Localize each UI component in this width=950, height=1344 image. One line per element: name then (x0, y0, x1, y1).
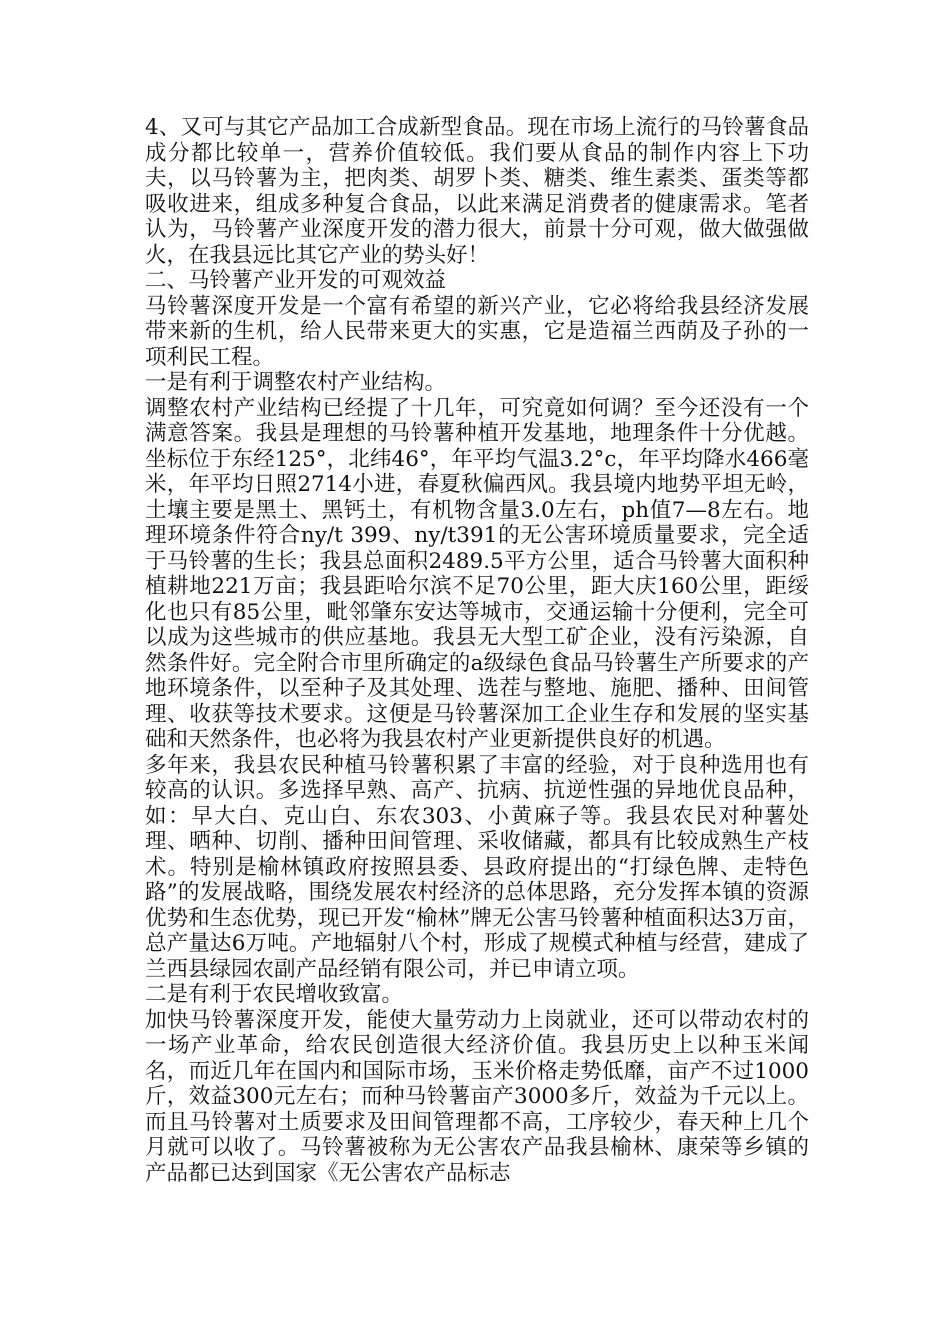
section-heading-benefits: 二、马铃薯产业开发的可观效益 (145, 268, 447, 293)
paragraph-geography: 调整农村产业结构已经提了十几年，可究竟如何调？至今还没有一个满意答案。我县是理想的马铃薯种植开发基地，地理条件十分优越。坐标位于东经125°，北纬46°，年平均气温3.2°c，年平均降水466毫米，年平均日照2714小进，春夏秋偏西风。我县境内地势平坦无岭，土壤主要是黑土、黑钙土，有机物含量3.0左右，ph值7—8左右。地理环境条件符合ny/t 399、ny/t391的无公害环境质量要求，完全适于马铃薯的生长；我县总面积2489.5平方公里，适合马铃薯大面积种植耕地221万亩；我县距哈尔滨不足70公里，距大庆160公里，距绥化也只有85公里，毗邻肇东安达等城市，交通运输十分便利，完全可以成为这些城市的供应基地。我县无大型工矿企业，没有污染源，自然条件好。完全附合市里所确定的a级绿色食品马铃薯生产所要求的产地环境条件，以至种子及其处理、选茬与整地、施肥、播种、田间管理、收获等技术要求。这便是马铃薯深加工企业生存和发展的坚实基础和天然条件，也必将为我县农村产业更新提供良好的机遇。 (145, 395, 809, 752)
subheading-farmer-income: 二是有利于农民增收致富。 (145, 982, 404, 1007)
subheading-industry-structure: 一是有利于调整农村产业结构。 (145, 370, 447, 395)
paragraph-farming-experience: 多年来，我县农民种植马铃薯积累了丰富的经验，对于良种选用也有较高的认识。多选择早熟、高产、抗病、抗逆性强的异地优良品种，如：早大白、克山白、东农303、小黄麻子等。我县农民对种薯处理、晒种、切削、播种田间管理、采收储藏，都具有比较成熟生产枝术。特别是榆林镇政府按照县委、县政府提出的“打绿色牌、走特色路”的发展战略，围绕发展农村经济的总体思路，充分发挥本镇的资源优势和生态优势，现已开发“榆林”牌无公害马铃薯种植面积达3万亩，总产量达6万吨。产地辐射八个村，形成了规模式种植与经营，建成了兰西县绿园农副产品经销有限公司，并已申请立项。 (145, 752, 809, 982)
paragraph-income: 加快马铃薯深度开发，能使大量劳动力上岗就业，还可以带动农村的一场产业革命，给农民创造很大经济价值。我县历史上以种玉米闻名，而近几年在国内和国际市场，玉米价格走势低靡，亩产不过1000斤，效益300元左右；而种马铃薯亩产3000多斤，效益为千元以上。而且马铃薯对土质要求及田间管理都不高，工序较少，春天种上几个月就可以收了。马铃薯被称为无公害农产品我县榆林、康荣等乡镇的产品都已达到国家《无公害农产品标志 (145, 1007, 809, 1186)
paragraph-food-processing: 4、又可与其它产品加工合成新型食品。现在市场上流行的马铃薯食品成分都比较单一，营养价值较低。我们要从食品的制作内容上下功夫，以马铃薯为主，把肉类、胡罗卜类、糖类、维生素类、蛋类等都吸收进来，组成多种复合食品，以此来满足消费者的健康需求。笔者认为，马铃薯产业深度开发的潜力很大，前景十分可观，做大做强做火，在我县远比其它产业的势头好！ (145, 115, 809, 268)
document-body (145, 115, 809, 1186)
paragraph-intro-benefits: 马铃薯深度开发是一个富有希望的新兴产业，它必将给我县经济发展带来新的生机，给人民带来更大的实惠，它是造福兰西荫及子孙的一项利民工程。 (145, 293, 809, 370)
